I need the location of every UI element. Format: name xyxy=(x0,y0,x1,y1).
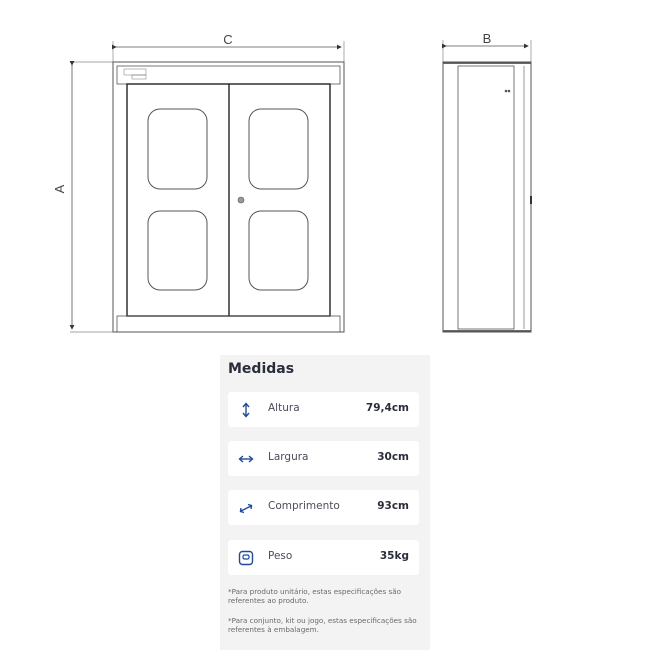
dimension-a xyxy=(52,62,113,332)
dimension-a-label: A xyxy=(52,184,67,194)
measurement-value: 79,4cm xyxy=(365,402,409,414)
measurement-row-largura xyxy=(228,441,419,476)
cabinet-front-view xyxy=(113,62,344,332)
measurement-value: 35kg xyxy=(379,550,409,562)
diagonal-arrows-icon xyxy=(238,500,254,516)
panel-title: Medidas xyxy=(228,361,295,377)
weight-scale-icon xyxy=(238,550,254,566)
dimension-c xyxy=(113,32,344,62)
dimension-b xyxy=(443,31,531,62)
vertical-arrows-icon xyxy=(238,402,254,418)
cabinet-side-view xyxy=(443,62,532,332)
measurement-value: 30cm xyxy=(377,451,409,463)
measurement-label: Comprimento xyxy=(268,500,340,512)
note-kit-packaging: *Para conjunto, kit ou jogo, estas especificações são referentes à embalagem. xyxy=(228,616,417,634)
measurement-value: 93cm xyxy=(377,500,409,512)
measurement-label: Largura xyxy=(268,451,309,463)
measurement-row-altura xyxy=(228,392,419,427)
note-unitary-product: *Para produto unitário, estas especificações são referentes ao produto. xyxy=(228,587,402,605)
horizontal-arrows-icon xyxy=(238,451,254,467)
measurement-row-comprimento xyxy=(228,490,419,525)
dimension-c-label: C xyxy=(223,32,233,47)
measurements-panel xyxy=(220,355,430,650)
measurement-row-peso xyxy=(228,540,419,575)
dimension-b-label: B xyxy=(482,31,492,46)
measurement-label: Altura xyxy=(268,402,300,414)
measurement-label: Peso xyxy=(268,550,293,562)
